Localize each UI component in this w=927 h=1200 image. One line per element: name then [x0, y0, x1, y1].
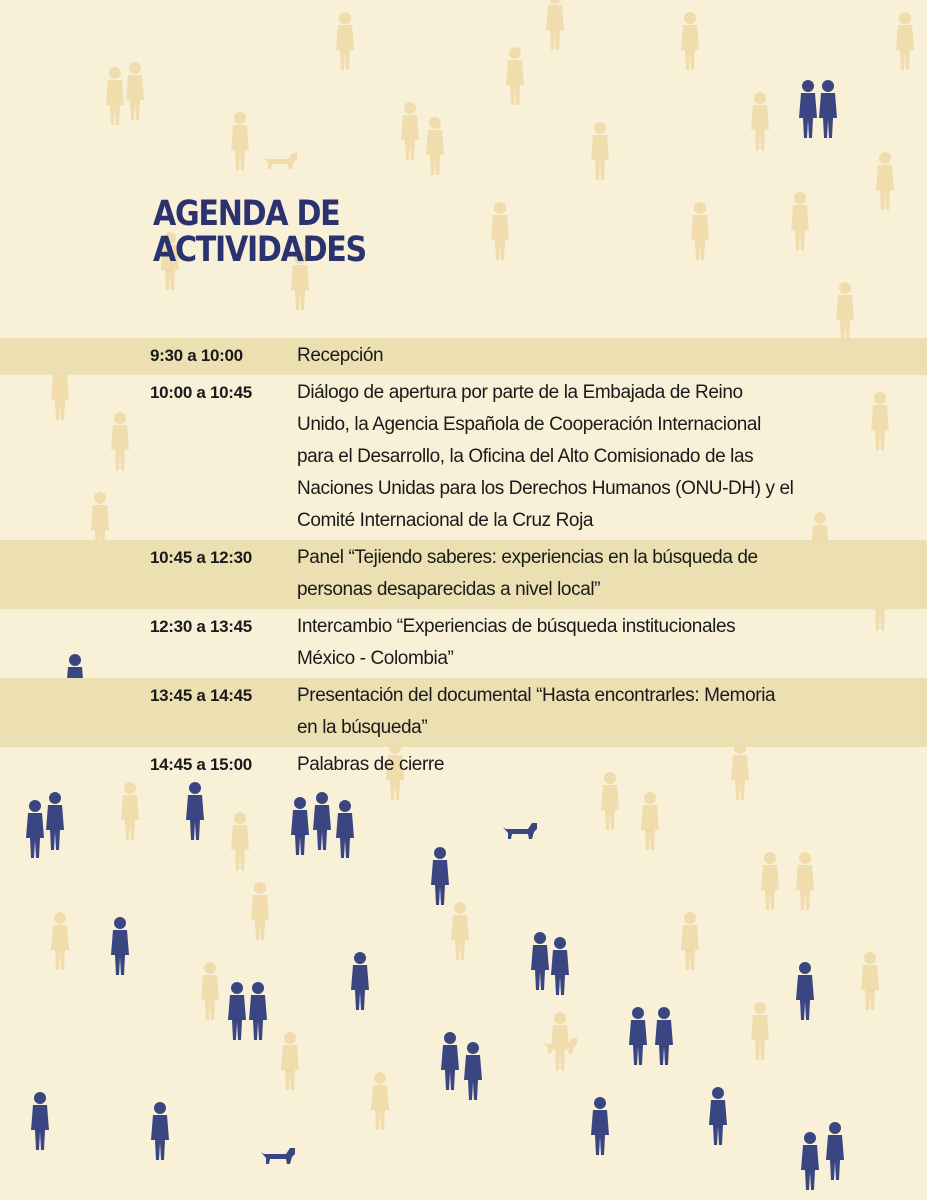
agenda-description	[297, 680, 857, 744]
agenda-time: 10:00 a 10:45	[150, 383, 252, 402]
agenda-row	[0, 540, 927, 609]
agenda-row	[0, 609, 927, 678]
agenda-list	[0, 338, 927, 784]
agenda-row	[0, 747, 927, 784]
agenda-line: Diálogo de apertura por parte de la Embajada de Reino	[297, 382, 743, 403]
agenda-line: Unido, la Agencia Española de Cooperación Internacional	[297, 414, 761, 435]
agenda-row	[0, 338, 927, 375]
agenda-line: Recepción	[297, 345, 384, 366]
agenda-description	[297, 542, 857, 606]
agenda-line: Naciones Unidas para los Derechos Humanos (ONU-DH) y el	[297, 478, 794, 499]
agenda-line: Panel “Tejiendo saberes: experiencias en la búsqueda de	[297, 547, 758, 568]
agenda-line: personas desaparecidas a nivel local”	[297, 579, 601, 600]
agenda-line: Comité Internacional de la Cruz Roja	[297, 510, 594, 531]
agenda-line: México - Colombia”	[297, 648, 454, 669]
agenda-time: 9:30 a 10:00	[150, 346, 243, 365]
title-line-1: AGENDA DE	[153, 194, 340, 234]
agenda-description	[297, 340, 857, 372]
agenda-time: 12:30 a 13:45	[150, 617, 252, 636]
agenda-line: Palabras de cierre	[297, 754, 444, 775]
agenda-line: para el Desarrollo, la Oficina del Alto Comisionado de las	[297, 446, 754, 467]
agenda-time: 10:45 a 12:30	[150, 548, 252, 567]
agenda-time: 13:45 a 14:45	[150, 686, 252, 705]
agenda-line: Presentación del documental “Hasta encontrarles: Memoria	[297, 685, 776, 706]
page-title	[153, 196, 366, 268]
agenda-description	[297, 377, 857, 537]
agenda-line: Intercambio “Experiencias de búsqueda institucionales	[297, 616, 736, 637]
agenda-time: 14:45 a 15:00	[150, 755, 252, 774]
agenda-row	[0, 678, 927, 747]
agenda-line: en la búsqueda”	[297, 717, 428, 738]
agenda-description	[297, 749, 857, 781]
agenda-row	[0, 375, 927, 540]
title-line-2: ACTIVIDADES	[153, 230, 366, 270]
agenda-description	[297, 611, 857, 675]
